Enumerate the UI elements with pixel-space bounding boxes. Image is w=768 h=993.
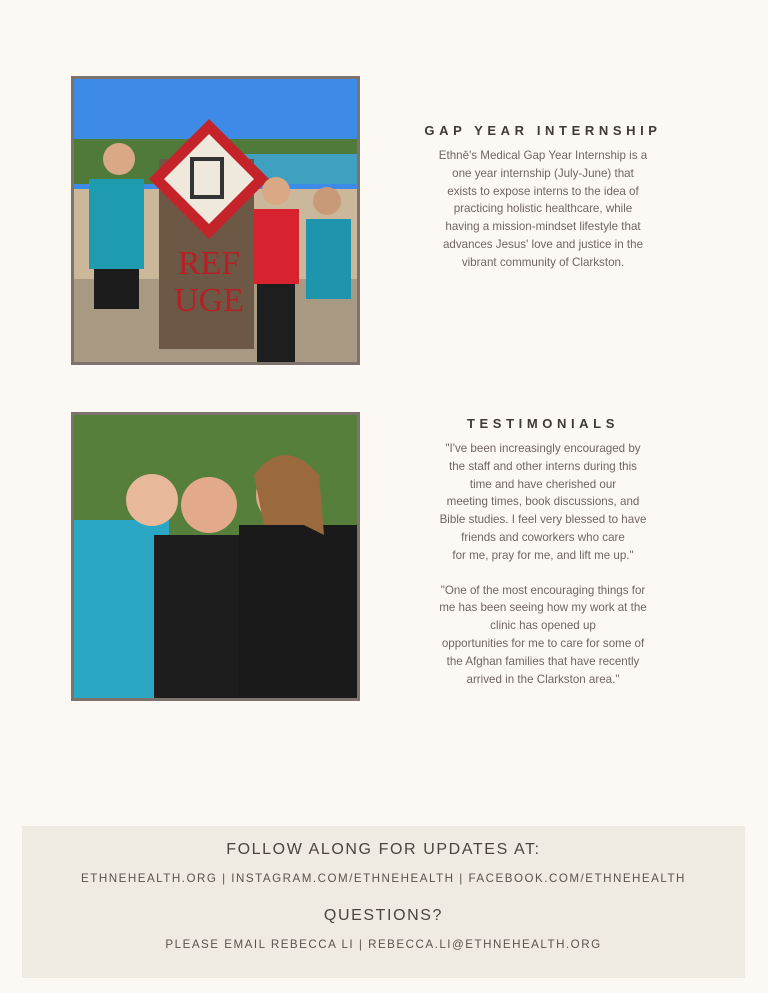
internship-description: Ethnē's Medical Gap Year Internship is a one year internship (July-June) that exists to expose interns to the idea of practicing holistic healthcare, while having a mission-mindset lifestyle that advances Jesus' love and justice in the vibrant community of Clarkston. [438, 149, 648, 269]
testimonials-section [405, 416, 681, 688]
follow-heading: FOLLOW ALONG FOR UPDATES AT: [226, 841, 541, 858]
contact-footer [22, 826, 745, 978]
testimonial-quote: "One of the most encouraging things for me has been seeing how my work at the clinic has opened up opportunities for me to care for some of the Afghan families that have recently arrived in the Clarkston area." [439, 583, 647, 686]
contact-email[interactable]: PLEASE EMAIL REBECCA LI | REBECCA.LI@ETHNEHEALTH.ORG [165, 938, 602, 951]
interns-race-photo [71, 76, 360, 365]
interns-group-photo [71, 412, 360, 701]
internship-heading: GAP YEAR INTERNSHIP [424, 123, 662, 138]
internship-section [405, 123, 681, 272]
testimonial-quote: "I've been increasingly encouraged by the staff and other interns during this time and have cherished our meeting times, book discussions, and Bible studies. I feel very blessed to have friends and coworkers who care for me, pray for me, and lift me up." [439, 442, 647, 562]
testimonials-heading: TESTIMONIALS [467, 416, 619, 431]
svg-text:REF: REF [177, 245, 241, 282]
svg-text:UGE: UGE [174, 282, 244, 319]
questions-heading: QUESTIONS? [323, 907, 444, 924]
social-links[interactable]: ETHNEHEALTH.ORG | INSTAGRAM.COM/ETHNEHEALTH | FACEBOOK.COM/ETHNEHEALTH [81, 872, 686, 885]
